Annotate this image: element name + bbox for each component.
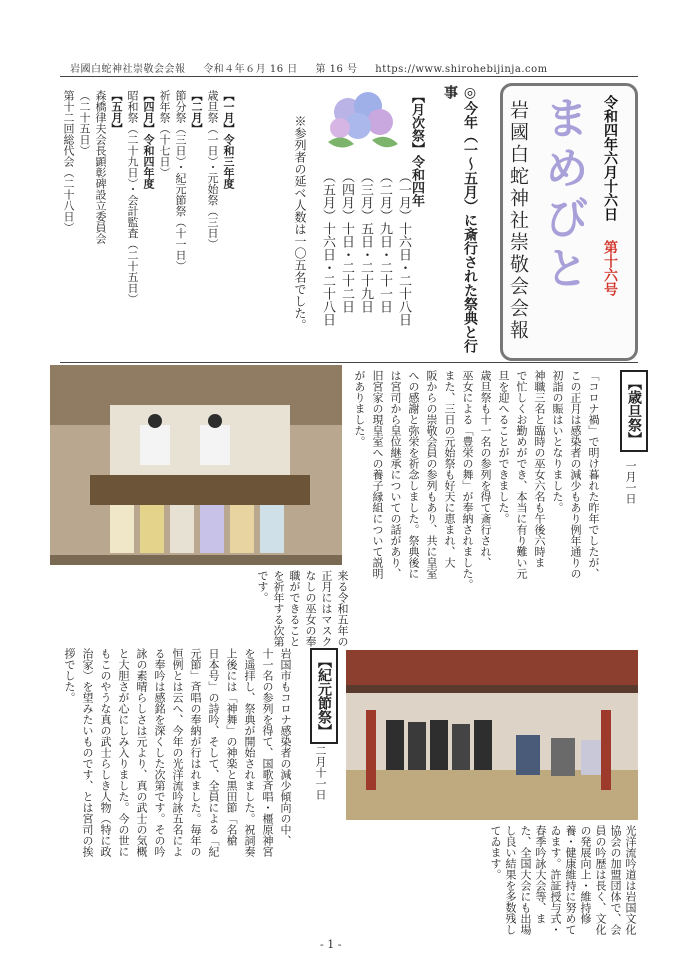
kigen-line: 拶でした。 xyxy=(63,648,76,703)
section-item: 節分祭（三日）・紀元節祭（十一日） xyxy=(174,90,187,272)
monthly-year: 令和四年 xyxy=(409,155,424,207)
kigen-date: 二月十一日 xyxy=(314,745,327,800)
saitan-line: 初詣の賑はいとなりました。 xyxy=(551,370,564,513)
kigen-line: 十一名の参列を得て、国歌斉唱・橿原神宮 xyxy=(261,648,274,857)
monthly-row: （五月）十六日・二十八日 xyxy=(320,170,335,326)
kigen-line: を遥拝し、祭典が開始されました。祝詞奏 xyxy=(243,648,256,857)
saitan-line: また、三日の元始祭も好天に恵まれ、大 xyxy=(443,370,456,568)
section-list xyxy=(60,90,236,360)
shrine-office-photo xyxy=(50,365,342,565)
header-date: 令和４年６月 16 日 xyxy=(203,64,298,75)
monthly-row: （四月）十日・二十二日 xyxy=(339,170,354,313)
kigen-heading: 【紀元節祭】 xyxy=(310,648,338,744)
section-item: （二十五日） xyxy=(78,90,91,156)
monthly-rows xyxy=(318,170,413,360)
section-item: 歳旦祭（一日）・元始祭（三日） xyxy=(206,90,219,250)
page-number: - 1 - xyxy=(320,938,342,951)
masthead-subtitle: 岩國白蛇神社崇敬会会報 xyxy=(507,100,529,342)
header-url[interactable]: https://www.shirohebijinja.com xyxy=(375,64,548,75)
section-item: 森橋律夫会長顕彰碑設立委員会 xyxy=(94,90,107,244)
kigen-line: と大胆さが心にしみ入りました。今の世に xyxy=(117,648,130,857)
saitan-line: への感謝と弥栄を祈念しました。祭典後に xyxy=(407,370,420,579)
saitan-line: 旧宮家の現皇室への養子縁組について説明 xyxy=(371,370,384,579)
kigen-side-note: 光洋流吟道は岩国文化協会の加盟団体で、会員の吟歴は長く、文化の発展向上・維持修養・健康維持に努めてゐます。許証授与式・春季吟詠大会等、また、全国大会にも出場し良い結果を多数残してゐます。 xyxy=(489,825,637,935)
section-item: 祈年祭（十七日） xyxy=(158,90,171,178)
header-issue: 第 16 号 xyxy=(315,64,358,75)
hydrangea-flowers xyxy=(330,92,393,139)
section-item: 第十二回総代会（二十八日） xyxy=(62,90,75,233)
saitan-line: 神職三名と臨時の巫女六名も午後六時ま xyxy=(533,370,546,568)
masthead-date: 令和四年六月十六日 xyxy=(602,95,618,221)
header-org: 岩國白蛇神社崇敬会会報 xyxy=(70,64,186,75)
masthead-issue: 第十六号 xyxy=(602,240,618,296)
kigen-line: 元節」斉唱の奉納が行はれました。毎年の xyxy=(189,648,202,857)
kigen-line: 上後には「神舞」の神楽と黒田節「名槍 xyxy=(225,648,238,846)
monthly-row: （一月）十六日・二十八日 xyxy=(396,170,411,326)
kigen-line: 日本号」の詩吟、そして、全員による「紀 xyxy=(207,648,220,857)
newsletter-header xyxy=(70,60,630,76)
ceremony-hall-photo xyxy=(346,650,638,820)
section-label-apr: 【四月】令和四年度 xyxy=(142,90,155,189)
masthead-title: まめびと xyxy=(537,95,588,295)
section-rule xyxy=(60,362,638,363)
saitan-line: で忙しくお勤めができ、本当に有り難い元 xyxy=(515,370,528,579)
hydrangea-illustration xyxy=(318,82,406,162)
saitan-line: がありました。 xyxy=(353,370,366,447)
section-label-feb: 【二月】 xyxy=(190,90,203,134)
saitan-line: 歳旦祭も十一名の参列を得て斎行され、 xyxy=(479,370,492,568)
monthly-label-text: 【月次祭】 xyxy=(409,90,424,155)
kigen-line: もこのやうな真の武士らしき人物（特に政 xyxy=(99,648,112,857)
monthly-row: （三月）五日・二十九日 xyxy=(358,170,373,313)
kigen-line: 治家）を望みたいものです、とは宮司の挨 xyxy=(81,648,94,857)
kigen-line: 詠の素晴らしさは元より、真の武士の気概 xyxy=(135,648,148,857)
saitan-continued: 来る令和五年の正月にはマスクなしの巫女の奉職ができることを祈年する次第です。 xyxy=(256,570,349,647)
header-rule xyxy=(60,76,638,77)
section-label-jan: 【一月】令和三年度 xyxy=(222,90,235,189)
monthly-row: （二月）九日・二十一日 xyxy=(377,170,392,313)
kigen-line: る奉吟は感銘を深くした次第です。その吟 xyxy=(153,648,166,857)
saitan-line: 阪からの崇敬会員の参列もあり、共に皇室 xyxy=(425,370,438,579)
events-heading: ◎今年（一～五月）に斎行された祭典と行事 xyxy=(442,85,478,353)
kigen-line: 岩国市もコロナ感染者の減少傾向の中、 xyxy=(279,648,292,846)
kigen-body xyxy=(60,648,294,918)
section-label-may: 【五月】 xyxy=(110,90,123,134)
saitan-line: 巫女による「豊栄の舞」が奉納されました。 xyxy=(461,370,474,590)
saitan-line: この正月は感染者の減少もあり例年通りの xyxy=(569,370,582,579)
saitan-date: 一月一日 xyxy=(624,460,637,504)
section-item: 昭和祭（二十九日）・会計監査（二十五日） xyxy=(126,90,139,305)
saitan-line: 旦を迎へることができました。 xyxy=(497,370,510,524)
saitan-body xyxy=(350,370,602,640)
saitan-line: は宮司から皇位継承についての話があり、 xyxy=(389,370,402,579)
kigen-line: 恒例とは云へ、今年の光洋流吟詠五名によ xyxy=(171,648,184,857)
saitan-heading: 【歳旦祭】 xyxy=(620,370,648,452)
saitan-line: 「コロナ禍」で明け暮れた昨年でしたが、 xyxy=(587,370,600,579)
attendance-note: ※参列者の延べ人数は一〇五名でした。 xyxy=(293,115,307,331)
